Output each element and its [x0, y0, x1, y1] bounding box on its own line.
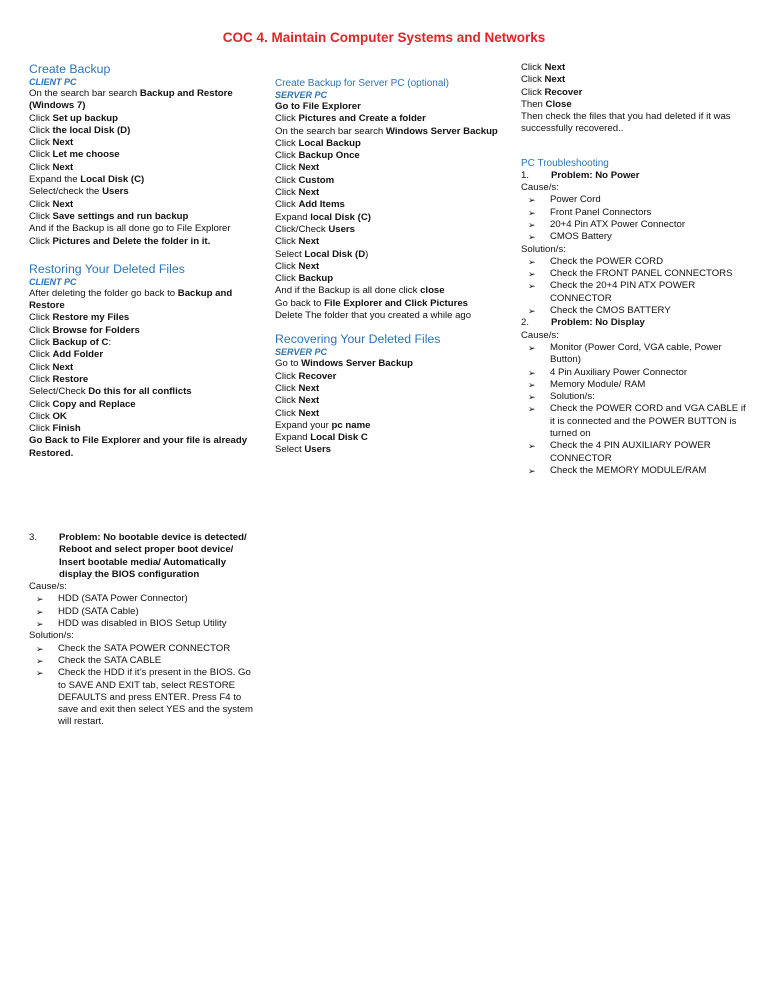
bullet-text: Check the SATA CABLE	[58, 654, 162, 666]
instruction-line: Click Next	[275, 395, 320, 407]
instruction-line: Go to File Explorer	[275, 101, 361, 112]
instruction-line: Click Next	[521, 62, 566, 73]
bullet-item	[521, 367, 749, 379]
section-heading-pc-troubleshooting: PC Troubleshooting	[521, 157, 609, 169]
bullet-list-p2	[521, 342, 749, 477]
instruction-line: After deleting the folder go back to Backup and Restore	[29, 287, 233, 312]
instruction-line: Select Users	[275, 444, 332, 456]
arrow-bullet-icon: ➢	[528, 195, 536, 206]
instruction-line: Expand Local Disk C	[275, 432, 368, 444]
steps-server-backup	[275, 101, 503, 322]
arrow-bullet-icon: ➢	[528, 367, 536, 378]
causes-label: Cause/s:	[29, 581, 67, 593]
problem-number: 2.	[521, 317, 530, 329]
instruction-line: Click Add Items	[275, 199, 345, 211]
bullet-text: Front Panel Connectors	[550, 206, 652, 218]
instruction-line: Click Backup of C:	[29, 337, 112, 349]
column-client-backup	[29, 62, 257, 460]
bullet-item	[521, 231, 749, 243]
instruction-line: Click Next	[275, 187, 320, 199]
bullet-item	[29, 667, 257, 728]
section-heading-create-backup: Create Backup	[29, 62, 111, 76]
steps-recovering	[275, 358, 503, 456]
instruction-line: Click Finish	[29, 423, 81, 435]
bullet-item	[521, 207, 749, 219]
problem-title: Problem: No bootable device is detected/ Reboot and select proper boot device/ Insert bootable media/ Automatically display the BIOS configuration	[59, 532, 247, 580]
section-heading-server-backup: Create Backup for Server PC (optional)	[275, 78, 449, 89]
instruction-line: Expand local Disk (C)	[275, 211, 371, 223]
bullet-item	[521, 194, 749, 206]
document-title: COC 4. Maintain Computer Systems and Networks	[222, 30, 546, 45]
arrow-bullet-icon: ➢	[528, 256, 536, 267]
bullet-text: Check the POWER CORD	[550, 255, 664, 267]
instruction-line: Click Next	[29, 161, 74, 173]
bullet-list-p3-solutions	[29, 643, 257, 729]
instruction-line: Select/check the Users	[29, 186, 129, 198]
instruction-line: Click the local Disk (D)	[29, 124, 131, 136]
bullet-text: 20+4 Pin ATX Power Connector	[550, 218, 686, 230]
bullet-item	[521, 403, 749, 440]
instruction-line: Click OK	[29, 410, 67, 422]
steps-restoring	[29, 288, 257, 460]
instruction-line: Click Recover	[521, 86, 583, 98]
bullet-text: Solution/s:	[550, 391, 595, 403]
instruction-line: Go back to File Explorer and Click Pictures	[275, 297, 469, 309]
arrow-bullet-icon: ➢	[528, 465, 536, 476]
problem-number: 3.	[29, 532, 38, 543]
column-troubleshooting	[521, 62, 749, 477]
bullet-text: Check the 4 PIN AUXILIARY POWER CONNECTOR	[550, 440, 711, 464]
instruction-line: Then check the files that you had deleted if it was successfully recovered..	[521, 111, 731, 135]
instruction-line: Click Custom	[275, 174, 335, 186]
arrow-bullet-icon: ➢	[528, 232, 536, 243]
arrow-bullet-icon: ➢	[528, 379, 536, 390]
solutions-label: Solution/s:	[521, 243, 566, 255]
bullet-list-p3-causes	[29, 593, 257, 630]
instruction-line: Delete The folder that you created a while ago	[275, 310, 472, 322]
instruction-line: Click Next	[521, 74, 566, 86]
arrow-bullet-icon: ➢	[528, 219, 536, 230]
bullet-item	[29, 606, 257, 618]
bullet-item	[29, 655, 257, 667]
arrow-bullet-icon: ➢	[528, 207, 536, 218]
section-heading-recovering: Recovering Your Deleted Files	[275, 332, 441, 347]
arrow-bullet-icon: ➢	[36, 668, 44, 679]
bullet-text: Check the HDD if it’s present in the BIOS. Go to SAVE AND EXIT tab, select RESTORE DEFAULTS and press ENTER. Press F4 to save and exit then select YES and the system will restart.	[58, 667, 254, 728]
section-subheading-client-pc: CLIENT PC	[29, 77, 77, 87]
instruction-line: Select/Check Do this for all conflicts	[29, 386, 192, 398]
instruction-line: Click Next	[275, 260, 320, 272]
bullet-text: HDD (SATA Cable)	[58, 605, 139, 617]
bullet-item	[521, 256, 749, 268]
arrow-bullet-icon: ➢	[36, 606, 44, 617]
bullet-item	[29, 593, 257, 605]
column-server-backup	[275, 77, 503, 457]
arrow-bullet-icon: ➢	[528, 404, 536, 415]
instruction-line: Go to Windows Server Backup	[275, 358, 414, 370]
causes-label: Cause/s:	[521, 329, 559, 341]
bullet-text: HDD was disabled in BIOS Setup Utility	[58, 618, 227, 630]
solutions-label: Solution/s:	[29, 630, 74, 642]
problem-2	[521, 317, 749, 329]
problem-title: Problem: No Power	[551, 169, 640, 181]
instruction-line: On the search bar search Windows Server Backup	[275, 125, 498, 137]
bullet-item	[521, 268, 749, 280]
instruction-line: And if the Backup is all done go to File Explorer	[29, 223, 231, 235]
instruction-line: Click Browse for Folders	[29, 324, 140, 336]
column-problem-3	[29, 532, 257, 729]
instruction-line: Select Local Disk (D)	[275, 248, 369, 260]
instruction-line: Click Backup	[275, 273, 334, 285]
instruction-line: On the search bar search Backup and Restore (Windows 7)	[29, 88, 233, 112]
bullet-text: CMOS Battery	[550, 231, 612, 243]
instruction-line: Expand the Local Disk (C)	[29, 174, 145, 186]
arrow-bullet-icon: ➢	[36, 655, 44, 666]
bullet-text: Check the 20+4 PIN ATX POWER CONNECTOR	[550, 280, 696, 304]
bullet-text: Power Cord	[550, 194, 601, 206]
instruction-line: Click Next	[29, 361, 74, 373]
bullet-text: Memory Module/ RAM	[550, 378, 646, 390]
bullet-item	[521, 379, 749, 391]
instruction-line: Click Pictures and Delete the folder in it.	[29, 235, 211, 247]
bullet-text: HDD (SATA Power Connector)	[58, 593, 188, 605]
bullet-list-p1-solutions	[521, 256, 749, 317]
bullet-item	[521, 342, 749, 367]
instruction-line: Click Restore	[29, 373, 89, 385]
instruction-line: Click Next	[275, 162, 320, 174]
section-subheading-server-pc: SERVER PC	[275, 90, 328, 100]
problem-title: Problem: No Display	[551, 317, 645, 329]
bullet-item	[521, 219, 749, 231]
instruction-line: Click Save settings and run backup	[29, 210, 189, 222]
instruction-line: Then Close	[521, 98, 572, 110]
problem-number: 1.	[521, 169, 530, 181]
arrow-bullet-icon: ➢	[36, 619, 44, 630]
section-subheading-client-pc: CLIENT PC	[29, 276, 77, 287]
arrow-bullet-icon: ➢	[528, 392, 536, 403]
instruction-line: And if the Backup is all done click close	[275, 285, 445, 297]
bullet-item	[521, 440, 749, 465]
instruction-line: Click Next	[29, 137, 74, 149]
instruction-line: Click Recover	[275, 370, 337, 382]
instruction-line: Click Backup Once	[275, 150, 360, 162]
instruction-line: Click Next	[29, 198, 74, 210]
instruction-line: Click Add Folder	[29, 349, 104, 361]
steps-recover-continued	[521, 62, 749, 136]
arrow-bullet-icon: ➢	[528, 441, 536, 452]
causes-label: Cause/s:	[521, 182, 559, 194]
arrow-bullet-icon: ➢	[528, 342, 536, 353]
bullet-text: Check the POWER CORD and VGA CABLE if it is connected and the POWER BUTTON is turned on	[550, 403, 746, 440]
bullet-list-p1-causes	[521, 194, 749, 243]
instruction-line: Click Copy and Replace	[29, 398, 136, 410]
bullet-text: Check the CMOS BATTERY	[550, 305, 671, 317]
instruction-line: Click Let me choose	[29, 149, 120, 161]
bullet-item	[521, 305, 749, 317]
bullet-text: Check the FRONT PANEL CONNECTORS	[550, 268, 733, 280]
bullet-item	[521, 391, 749, 403]
instruction-line: Click Next	[275, 236, 320, 248]
arrow-bullet-icon: ➢	[36, 594, 44, 605]
arrow-bullet-icon: ➢	[528, 281, 536, 292]
instruction-line: Click Set up backup	[29, 112, 119, 124]
instruction-line: Click Local Backup	[275, 137, 361, 149]
arrow-bullet-icon: ➢	[528, 269, 536, 280]
section-heading-restoring: Restoring Your Deleted Files	[29, 261, 185, 276]
instruction-line: Click Restore my Files	[29, 312, 130, 324]
section-subheading-server-pc: SERVER PC	[275, 347, 328, 358]
bullet-item	[521, 465, 749, 477]
bullet-item	[29, 643, 257, 655]
steps-create-backup	[29, 88, 257, 248]
bullet-text: Check the MEMORY MODULE/RAM	[550, 464, 707, 476]
arrow-bullet-icon: ➢	[36, 643, 44, 654]
instruction-line: Go Back to File Explorer and your file is already Restored.	[29, 435, 248, 459]
bullet-text: Check the SATA POWER CONNECTOR	[58, 642, 231, 654]
problem-3	[29, 532, 257, 581]
instruction-line: Click/Check Users	[275, 223, 355, 235]
bullet-item	[521, 280, 749, 305]
bullet-item	[29, 618, 257, 630]
instruction-line: Click Next	[275, 382, 320, 394]
problem-1	[521, 170, 749, 182]
instruction-line: Expand your pc name	[275, 419, 371, 431]
bullet-text: 4 Pin Auxiliary Power Connector	[550, 366, 688, 378]
instruction-line: Click Pictures and Create a folder	[275, 113, 426, 125]
instruction-line: Click Next	[275, 407, 320, 419]
arrow-bullet-icon: ➢	[528, 306, 536, 317]
bullet-text: Monitor (Power Cord, VGA cable, Power Button)	[550, 341, 722, 366]
